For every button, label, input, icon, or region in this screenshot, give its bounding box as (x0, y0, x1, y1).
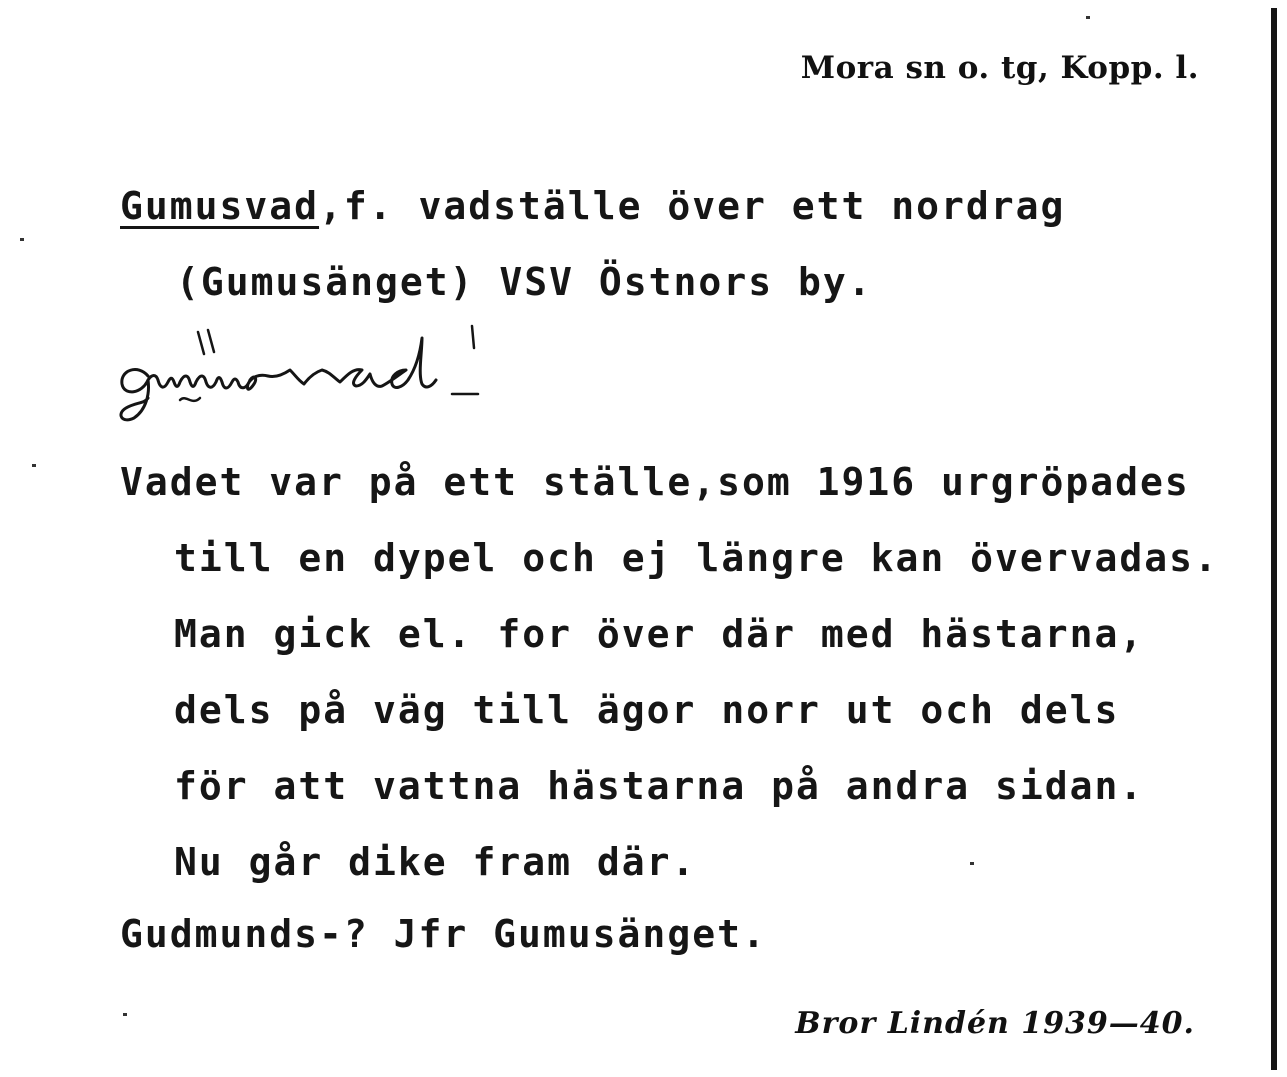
description-line: Man gick el. for över där med hästarna, (174, 612, 1145, 656)
phonetic-handwriting (100, 318, 560, 428)
handwritten-word (121, 338, 436, 420)
speck (970, 862, 974, 865)
speck (32, 464, 36, 467)
description-line: till en dypel och ej längre kan övervadas. (174, 536, 1219, 580)
speck (1086, 16, 1090, 19)
card-edge-border (1271, 8, 1277, 1070)
card-footer-signature: Bror Lindén 1939—40. (795, 1006, 1195, 1041)
phonetic-text: gumusvad (100, 318, 105, 319)
speck (20, 238, 24, 241)
headword: Gumusvad (120, 184, 320, 228)
diacritic-marks (198, 330, 214, 354)
description-line: Vadet var på ett ställe,som 1916 urgröpades (120, 460, 1190, 504)
description-line: Nu går dike fram där. (174, 840, 697, 884)
definition-line-2: (Gumusänget) VSV Östnors by. (176, 260, 873, 304)
card-header: Mora sn o. tg, Kopp. l. (800, 50, 1199, 86)
description-line: dels på väg till ägor norr ut och dels (174, 688, 1120, 732)
accent-mark (472, 326, 474, 348)
entry-line-1 (120, 184, 1065, 228)
tilde-mark (180, 398, 200, 401)
speck (123, 1013, 127, 1016)
description-line: för att vattna hästarna på andra sidan. (174, 764, 1145, 808)
definition-text: ,f. vadställe över ett nordrag (319, 184, 1066, 228)
etymology-note: Gudmunds-? Jfr Gumusänget. (120, 912, 767, 956)
